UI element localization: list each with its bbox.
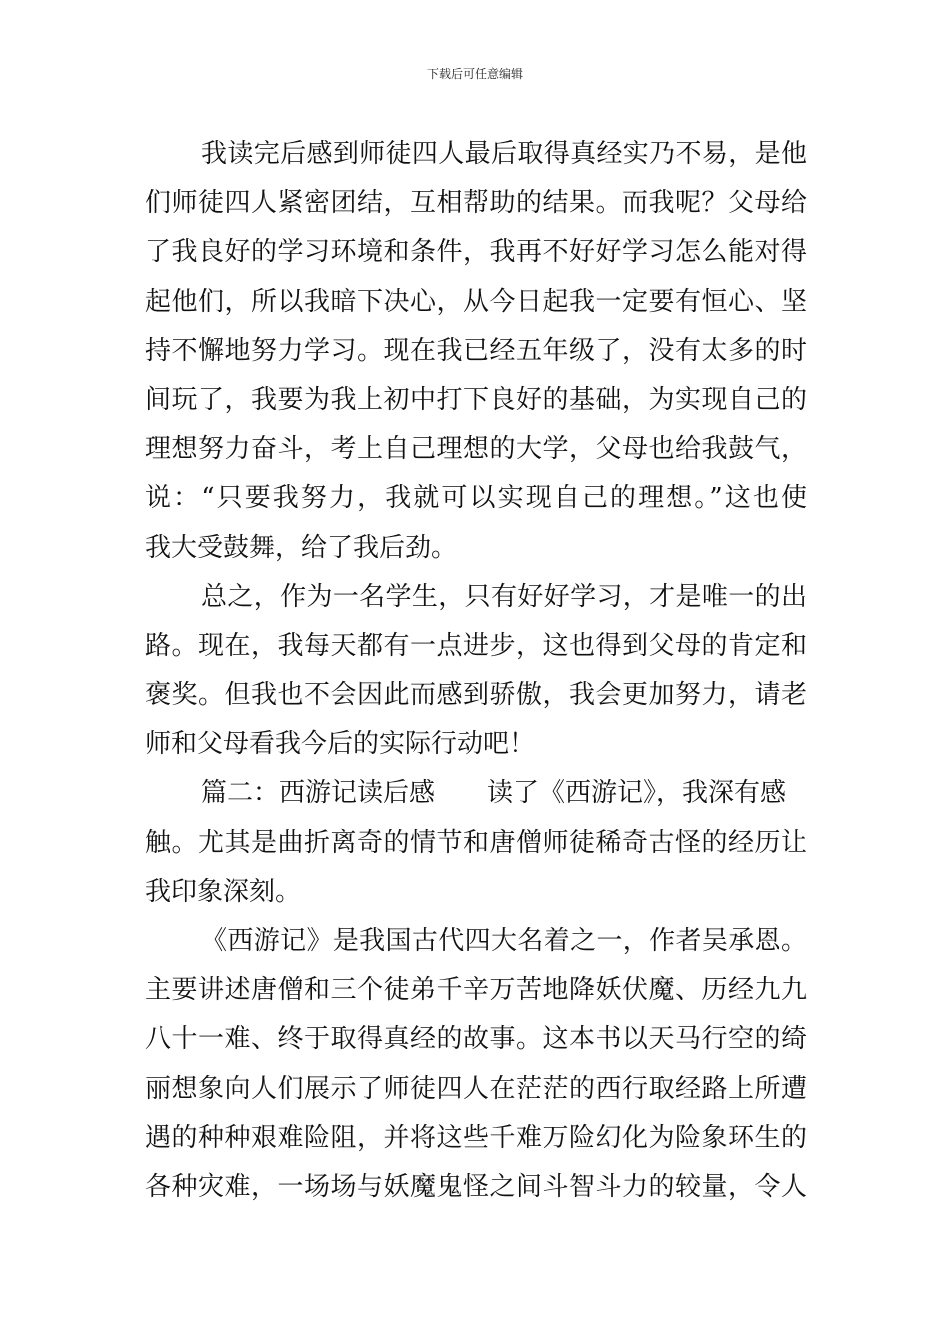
text-line: 丽想象向人们展示了师徒四人在茫茫的西行取经路上所遭 — [145, 1073, 807, 1104]
text-line: 遇的种种艰难险阻，并将这些千难万险幻化为险象环生的 — [145, 1122, 807, 1153]
text-line: 我印象深刻。 — [145, 876, 302, 907]
page-header: 下载后可任意编辑 — [426, 67, 523, 81]
text-line: 起他们，所以我暗下决心，从今日起我一定要有恒心、坚 — [145, 286, 807, 317]
text-line: 理想努力奋斗，考上自己理想的大学，父母也给我鼓气， — [145, 434, 807, 465]
text-line: 八十一难、终于取得真经的故事。这本书以天马行空的绮 — [145, 1024, 807, 1055]
paragraph — [145, 769, 807, 917]
text-line: 师和父母看我今后的实际行动吧！ — [145, 729, 536, 760]
text-line: 了我良好的学习环境和条件，我再不好好学习怎么能对得 — [145, 237, 807, 268]
paragraph — [145, 917, 807, 1212]
text-line: 我大受鼓舞，给了我后劲。 — [145, 532, 458, 563]
text-line: 触。尤其是曲折离奇的情节和唐僧师徒稀奇古怪的经历让 — [145, 827, 807, 858]
text-line: 们师徒四人紧密团结，互相帮助的结果。而我呢？父母给 — [145, 188, 807, 219]
text-line: 我读完后感到师徒四人最后取得真经实乃不易，是他 — [201, 139, 807, 169]
text-line: 持不懈地努力学习。现在我已经五年级了，没有太多的时 — [145, 335, 807, 366]
text-line: 间玩了，我要为我上初中打下良好的基础，为实现自己的 — [145, 384, 807, 415]
section-title: 篇二：西游记读后感 — [201, 778, 436, 809]
text-line: 路。现在，我每天都有一点进步，这也得到父母的肯定和 — [145, 630, 807, 661]
text-line: 主要讲述唐僧和三个徒弟千辛万苦地降妖伏魔、历经九九 — [145, 975, 807, 1006]
text-line: 说：“只要我努力，我就可以实现自己的理想。”这也使 — [145, 483, 807, 514]
section-first-line: 读了《西游记》，我深有感 — [487, 778, 787, 809]
paragraph — [145, 130, 807, 573]
text-line: 褒奖。但我也不会因此而感到骄傲，我会更加努力，请老 — [145, 680, 807, 711]
paragraph — [145, 573, 807, 770]
body-text — [145, 130, 807, 1212]
text-line: 《西游记》是我国古代四大名着之一，作者吴承恩。 — [201, 926, 807, 956]
text-line — [145, 769, 807, 818]
text-line: 各种灾难，一场场与妖魔鬼怪之间斗智斗力的较量，令人 — [145, 1171, 807, 1202]
text-line: 总之，作为一名学生，只有好好学习，才是唯一的出 — [201, 581, 807, 612]
